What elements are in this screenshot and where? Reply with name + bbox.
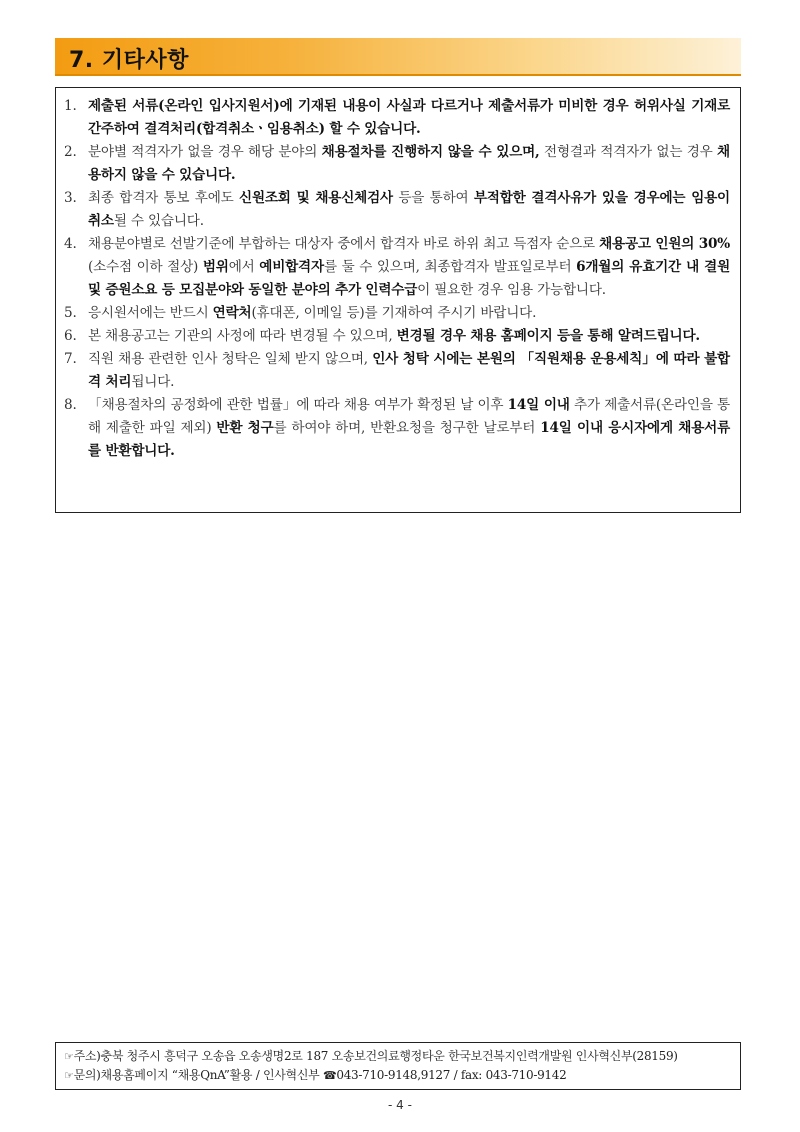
notice-text: 전형결과 적격자가 없는 경우 (539, 144, 718, 160)
emphasis-text: 제출된 서류(온라인 입사지원서)에 기재된 내용이 사실과 다르거나 제출서류가 미비한 경우 허위사실 기재로 간주하여 결격처리(합격취소ㆍ임용취소) 할 수 있습니다. (88, 98, 730, 137)
notice-text: 직원 채용 관련한 인사 청탁은 일체 받지 않으며, (88, 351, 373, 367)
notice-text: 본 채용공고는 기관의 사정에 따라 변경될 수 있으며, (88, 328, 397, 344)
notice-list (64, 95, 730, 463)
pointing-hand-icon: ☞ (64, 1050, 74, 1063)
notice-number: 7. (64, 351, 77, 367)
notice-text: 등을 통하여 (392, 190, 474, 206)
notice-number: 4. (64, 236, 77, 252)
notice-number: 6. (64, 328, 77, 344)
notice-text: 채용분야별로 선발기준에 부합하는 대상자 중에서 합격자 바로 하위 최고 득점자 순으로 (88, 236, 600, 252)
notice-text: 최종 합격자 통보 후에도 (88, 190, 240, 206)
notice-item (64, 302, 730, 325)
notice-item (64, 325, 730, 348)
inquiry-text: 문의)채용홈페이지 “채용QnA”활용 / 인사혁신부 (73, 1068, 323, 1082)
notice-item (64, 394, 730, 463)
emphasis-text: 인사 청탁 시에는 본원의 「직원채용 운용세칙」에 따라 불합격 처리 (88, 351, 730, 390)
notice-number: 5. (64, 305, 77, 321)
address-text: 주소)충북 청주시 흥덕구 오송읍 오송생명2로 187 오송보건의료행정타운 한국보건복지인력개발원 인사혁신부(28159) (73, 1049, 678, 1063)
section-title: 7. 기타사항 (69, 48, 189, 73)
notice-text: 응시원서에는 반드시 (88, 305, 213, 321)
notice-item (64, 141, 730, 187)
pointing-hand-icon: ☞ (64, 1069, 74, 1082)
emphasis-text: 채용하지 않을 수 있습니다. (88, 144, 730, 183)
notice-text: (소수점 이하 절상) (88, 259, 203, 275)
notice-text: 를 둘 수 있으며, 최종합격자 발표일로부터 (323, 259, 577, 275)
notice-box (55, 87, 741, 513)
notice-text: 될 수 있습니다. (113, 213, 204, 229)
notice-text: 분야별 적격자가 없을 경우 해당 분야의 (88, 144, 322, 160)
notice-text: 추가 제출서류(온라인을 통해 제출한 파일 제외) (88, 397, 730, 436)
notice-text: 이 필요한 경우 임용 가능합니다. (417, 282, 606, 298)
notice-item (64, 187, 730, 233)
emphasis-text: 6개월의 유효기간 내 결원 및 증원소요 등 모집분야와 동일한 분야의 추가 인력수급 (88, 259, 730, 298)
emphasis-text: 채용공고 인원의 30% (599, 236, 730, 252)
address-line (64, 1047, 732, 1066)
emphasis-text: 부적합한 결격사유가 있을 경우에는 임용이 취소 (88, 190, 730, 229)
page-number: - 4 - (388, 1098, 412, 1112)
emphasis-text: 반환 청구 (216, 420, 274, 436)
contact-box (55, 1042, 741, 1090)
phone-text: 043-710-9148,9127 / fax: 043-710-9142 (336, 1068, 567, 1082)
emphasis-text: 14일 이내 응시자에게 채용서류를 반환합니다. (88, 420, 731, 459)
emphasis-text: 예비합격자 (259, 259, 324, 275)
inquiry-line (64, 1066, 732, 1085)
notice-number: 1. (64, 98, 77, 114)
emphasis-text: 범위 (202, 259, 229, 275)
notice-text: 를 하여야 하며, 반환요청을 청구한 날로부터 (273, 420, 541, 436)
emphasis-text: 연락처 (212, 305, 252, 321)
notice-item (64, 348, 730, 394)
emphasis-text: 변경될 경우 채용 홈페이지 등을 통해 알려드립니다. (396, 328, 700, 344)
notice-item (64, 233, 730, 302)
notice-number: 3. (64, 190, 77, 206)
emphasis-text: 신원조회 및 채용신체검사 (239, 190, 393, 206)
emphasis-text: 14일 이내 (507, 397, 570, 413)
notice-text: (휴대폰, 이메일 등)를 기재하여 주시기 바랍니다. (251, 305, 537, 321)
emphasis-text: 채용절차를 진행하지 않을 수 있으며, (321, 144, 540, 160)
notice-number: 2. (64, 144, 77, 160)
telephone-icon: ☎ (322, 1069, 337, 1082)
notice-item (64, 95, 730, 141)
notice-text: 됩니다. (131, 374, 175, 390)
notice-text: 「채용절차의 공정화에 관한 법률」에 따라 채용 여부가 확정된 날 이후 (88, 397, 508, 413)
section-header-bar (55, 38, 741, 76)
notice-number: 8. (64, 397, 77, 413)
notice-text: 에서 (228, 259, 260, 275)
